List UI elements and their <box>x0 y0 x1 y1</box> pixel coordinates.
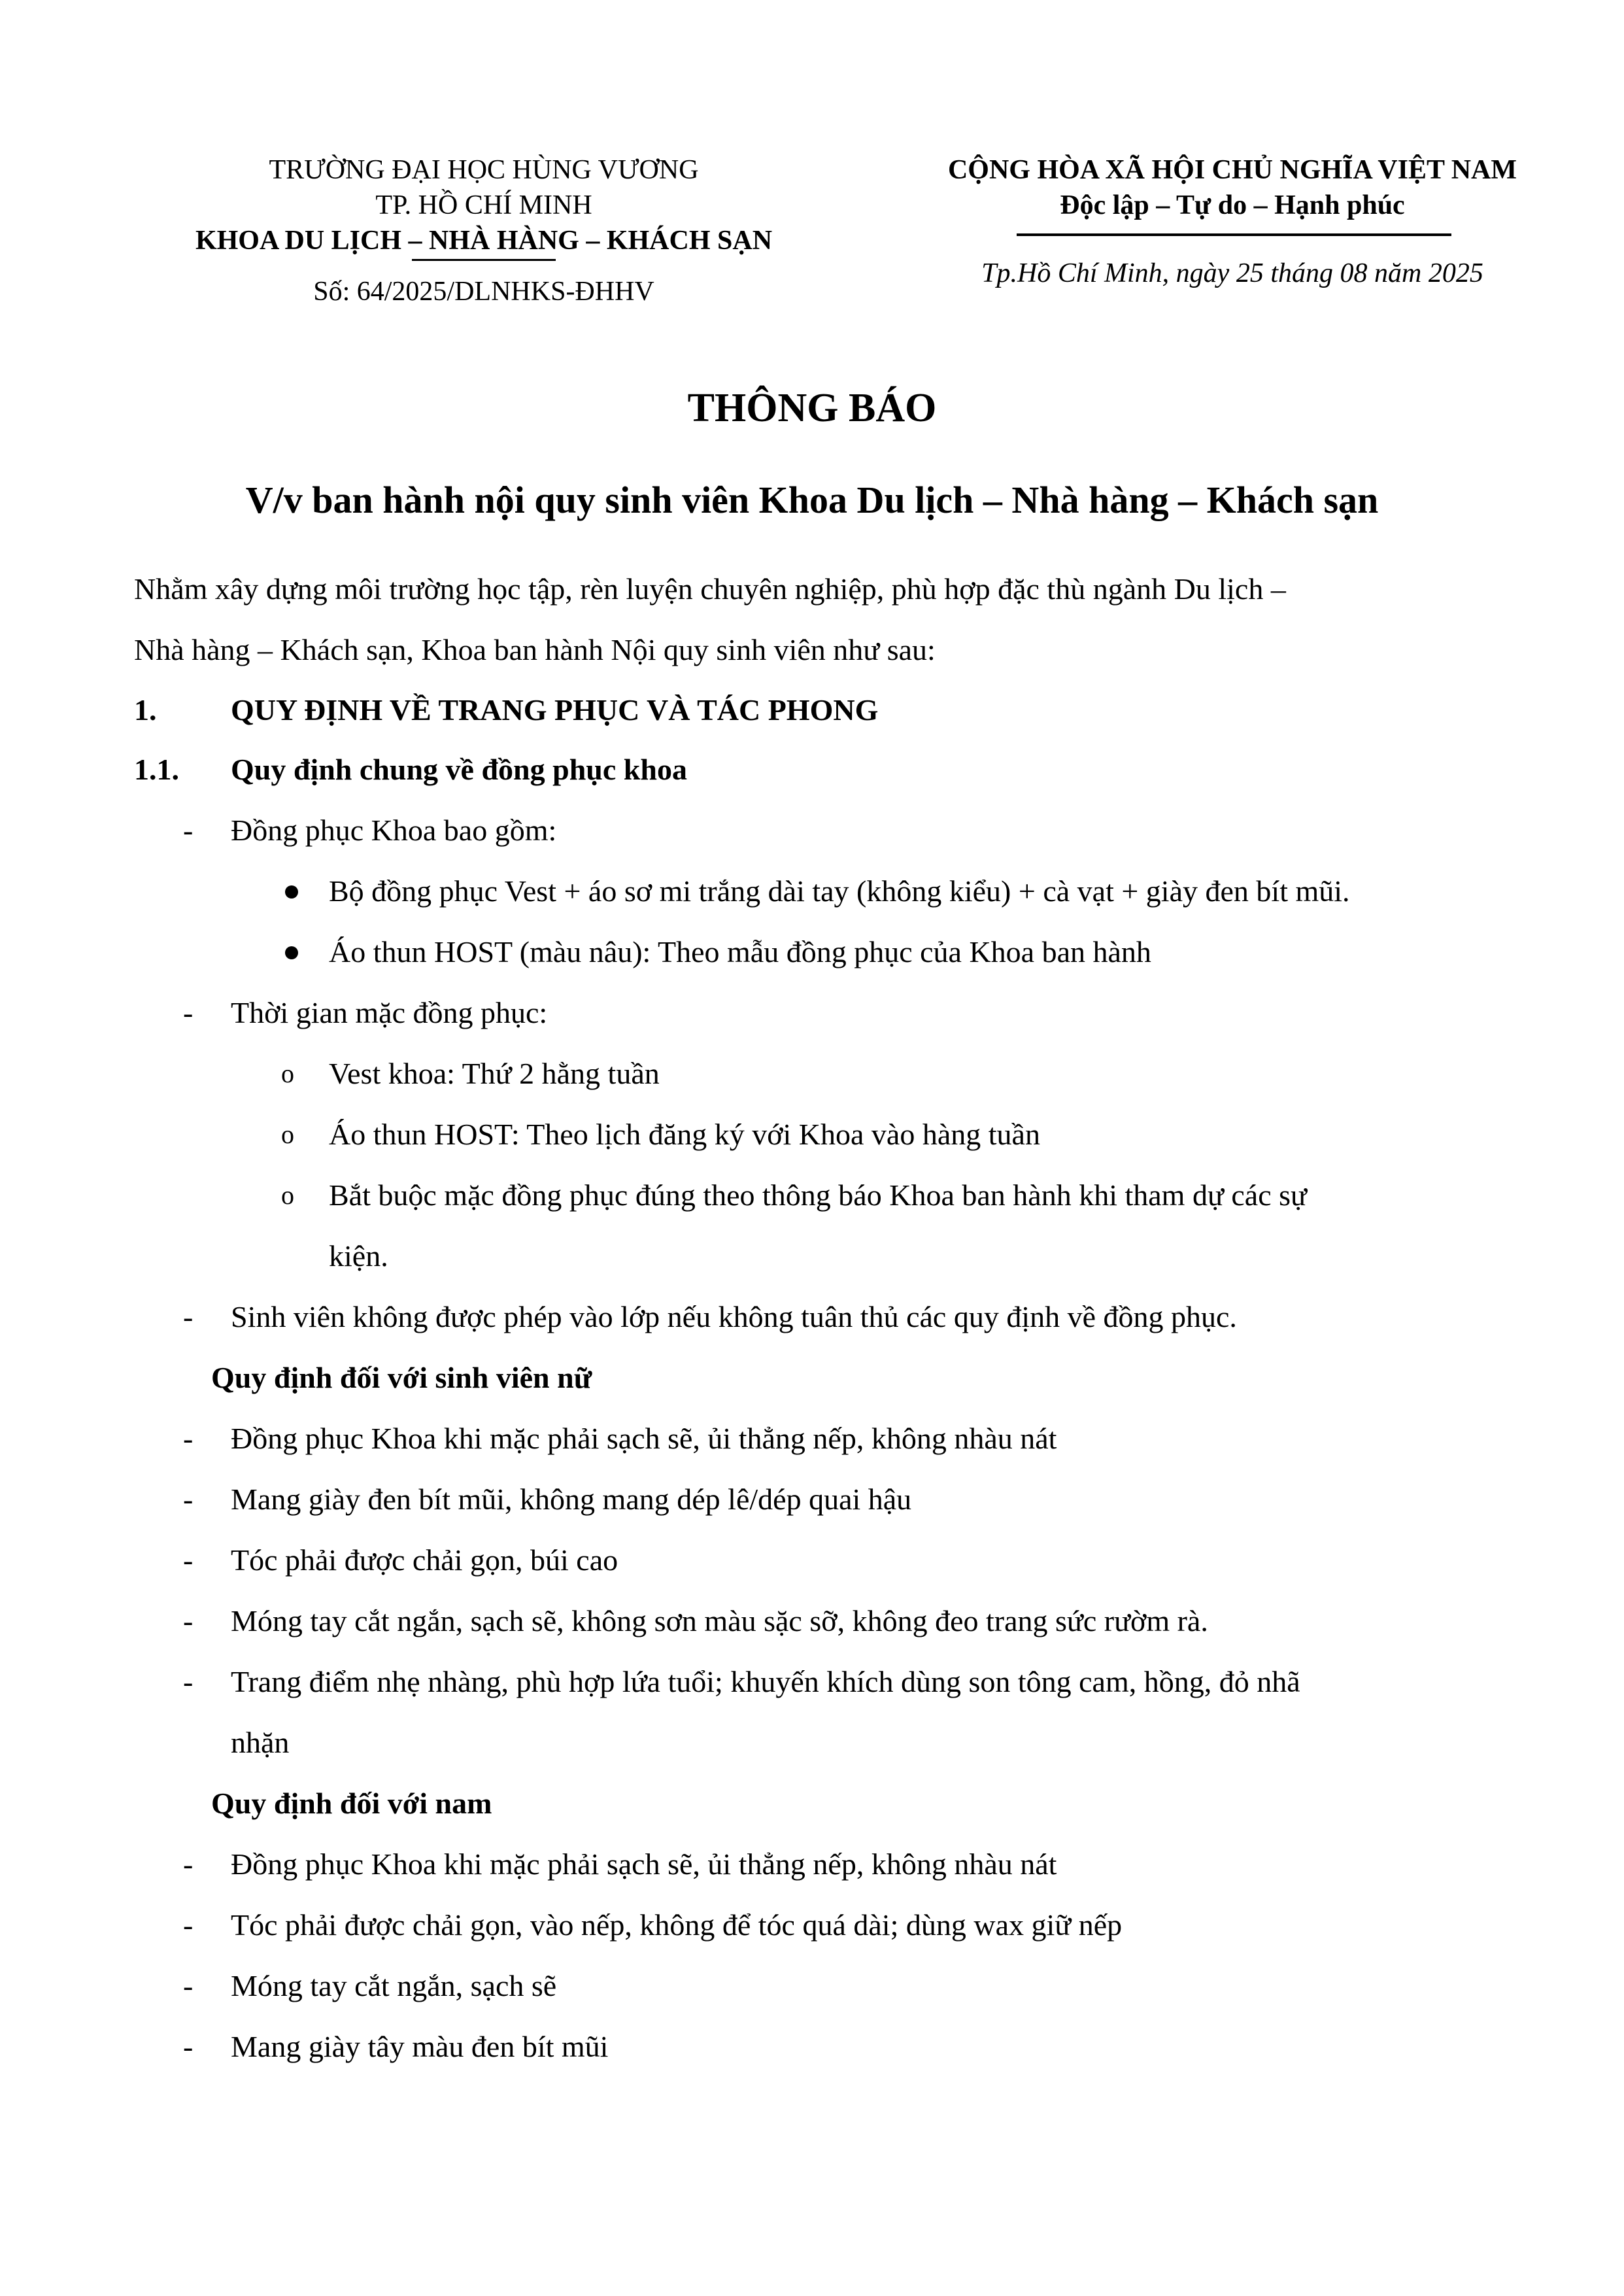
female-makeup-line-1: Trang điểm nhẹ nhàng, phù hợp lứa tuổi; khuyến khích dùng son tông cam, hồng, đỏ nhã <box>231 1665 1300 1698</box>
section-1-1-title: Quy định chung về đồng phục khoa <box>231 753 687 786</box>
round-bullet <box>285 946 298 959</box>
female-item-1: Đồng phục Khoa khi mặc phải sạch sẽ, ủi thẳng nếp, không nhàu nát <box>231 1422 1057 1455</box>
round-bullet <box>285 885 298 899</box>
uniform-item-2: Áo thun HOST (màu nâu): Theo mẫu đồng phục của Khoa ban hành <box>329 935 1151 968</box>
dash-bullet: - <box>183 1604 194 1637</box>
section-1-1-number: 1.1. <box>134 753 179 786</box>
dash-bullet: - <box>183 1482 194 1516</box>
faculty-name: KHOA DU LỊCH – NHÀ HÀNG – KHÁCH SẠN <box>195 226 773 256</box>
male-item-4: Mang giày tây màu đen bít mũi <box>231 2030 609 2063</box>
female-item-2: Mang giày đen bít mũi, không mang dép lê/dép quai hậu <box>231 1482 912 1516</box>
uniform-item-1: Bộ đồng phục Vest + áo sơ mi trắng dài tay (không kiểu) + cà vạt + giày đen bít mũi. <box>329 874 1350 908</box>
intro-line-2: Nhà hàng – Khách sạn, Khoa ban hành Nội quy sinh viên như sau: <box>134 633 936 666</box>
motto-underline <box>1017 233 1451 236</box>
document-subtitle: V/v ban hành nội quy sinh viên Khoa Du lịch – Nhà hàng – Khách sạn <box>245 479 1379 521</box>
male-item-1: Đồng phục Khoa khi mặc phải sạch sẽ, ủi thẳng nếp, không nhàu nát <box>231 1847 1057 1881</box>
time-item-3-line-2: kiện. <box>329 1239 388 1273</box>
uniform-intro: Đồng phục Khoa bao gồm: <box>231 814 557 847</box>
female-item-3: Tóc phải được chải gọn, búi cao <box>231 1543 618 1577</box>
circle-bullet: o <box>281 1180 294 1210</box>
dash-bullet: - <box>183 1847 194 1881</box>
circle-bullet: o <box>281 1120 294 1149</box>
dash-bullet: - <box>183 814 194 847</box>
male-item-2: Tóc phải được chải gọn, vào nếp, không để tóc quá dài; dùng wax giữ nếp <box>231 1908 1123 1942</box>
dash-bullet: - <box>183 1969 194 2002</box>
dash-bullet: - <box>183 1300 194 1333</box>
faculty-underline <box>412 259 556 261</box>
uniform-rule-entry: Sinh viên không được phép vào lớp nếu không tuân thủ các quy định về đồng phục. <box>231 1300 1237 1333</box>
male-item-3: Móng tay cắt ngắn, sạch sẽ <box>231 1969 557 2002</box>
section-1-number: 1. <box>134 693 157 727</box>
time-intro: Thời gian mặc đồng phục: <box>231 996 548 1029</box>
dash-bullet: - <box>183 996 194 1029</box>
time-item-3-line-1: Bắt buộc mặc đồng phục đúng theo thông báo Khoa ban hành khi tham dự các sự <box>329 1178 1307 1212</box>
time-item-1: Vest khoa: Thứ 2 hằng tuần <box>329 1057 660 1090</box>
female-heading: Quy định đối với sinh viên nữ <box>211 1361 592 1394</box>
intro-line-1: Nhằm xây dựng môi trường học tập, rèn luyện chuyên nghiệp, phù hợp đặc thù ngành Du lịch – <box>134 572 1286 606</box>
school-name: TRƯỜNG ĐẠI HỌC HÙNG VƯƠNG <box>269 155 699 185</box>
school-city: TP. HỒ CHÍ MINH <box>375 190 592 220</box>
document-date: Tp.Hồ Chí Minh, ngày 25 tháng 08 năm 2025 <box>981 258 1483 288</box>
dash-bullet: - <box>183 1543 194 1577</box>
motto: Độc lập – Tự do – Hạnh phúc <box>1060 190 1405 220</box>
female-makeup-line-2: nhặn <box>231 1726 290 1759</box>
dash-bullet: - <box>183 1908 194 1942</box>
country-name: CỘNG HÒA XÃ HỘI CHỦ NGHĨA VIỆT NAM <box>947 155 1517 185</box>
dash-bullet: - <box>183 2030 194 2063</box>
circle-bullet: o <box>281 1059 294 1088</box>
dash-bullet: - <box>183 1422 194 1455</box>
document-title: THÔNG BÁO <box>687 386 937 430</box>
section-1-title: QUY ĐỊNH VỀ TRANG PHỤC VÀ TÁC PHONG <box>231 693 879 727</box>
document-number: Số: 64/2025/DLNHKS-ĐHHV <box>313 277 654 307</box>
time-item-2: Áo thun HOST: Theo lịch đăng ký với Khoa vào hàng tuần <box>329 1118 1040 1151</box>
male-heading: Quy định đối với nam <box>211 1787 492 1820</box>
dash-bullet: - <box>183 1665 194 1698</box>
female-item-4: Móng tay cắt ngắn, sạch sẽ, không sơn màu sặc sỡ, không đeo trang sức rườm rà. <box>231 1604 1208 1637</box>
